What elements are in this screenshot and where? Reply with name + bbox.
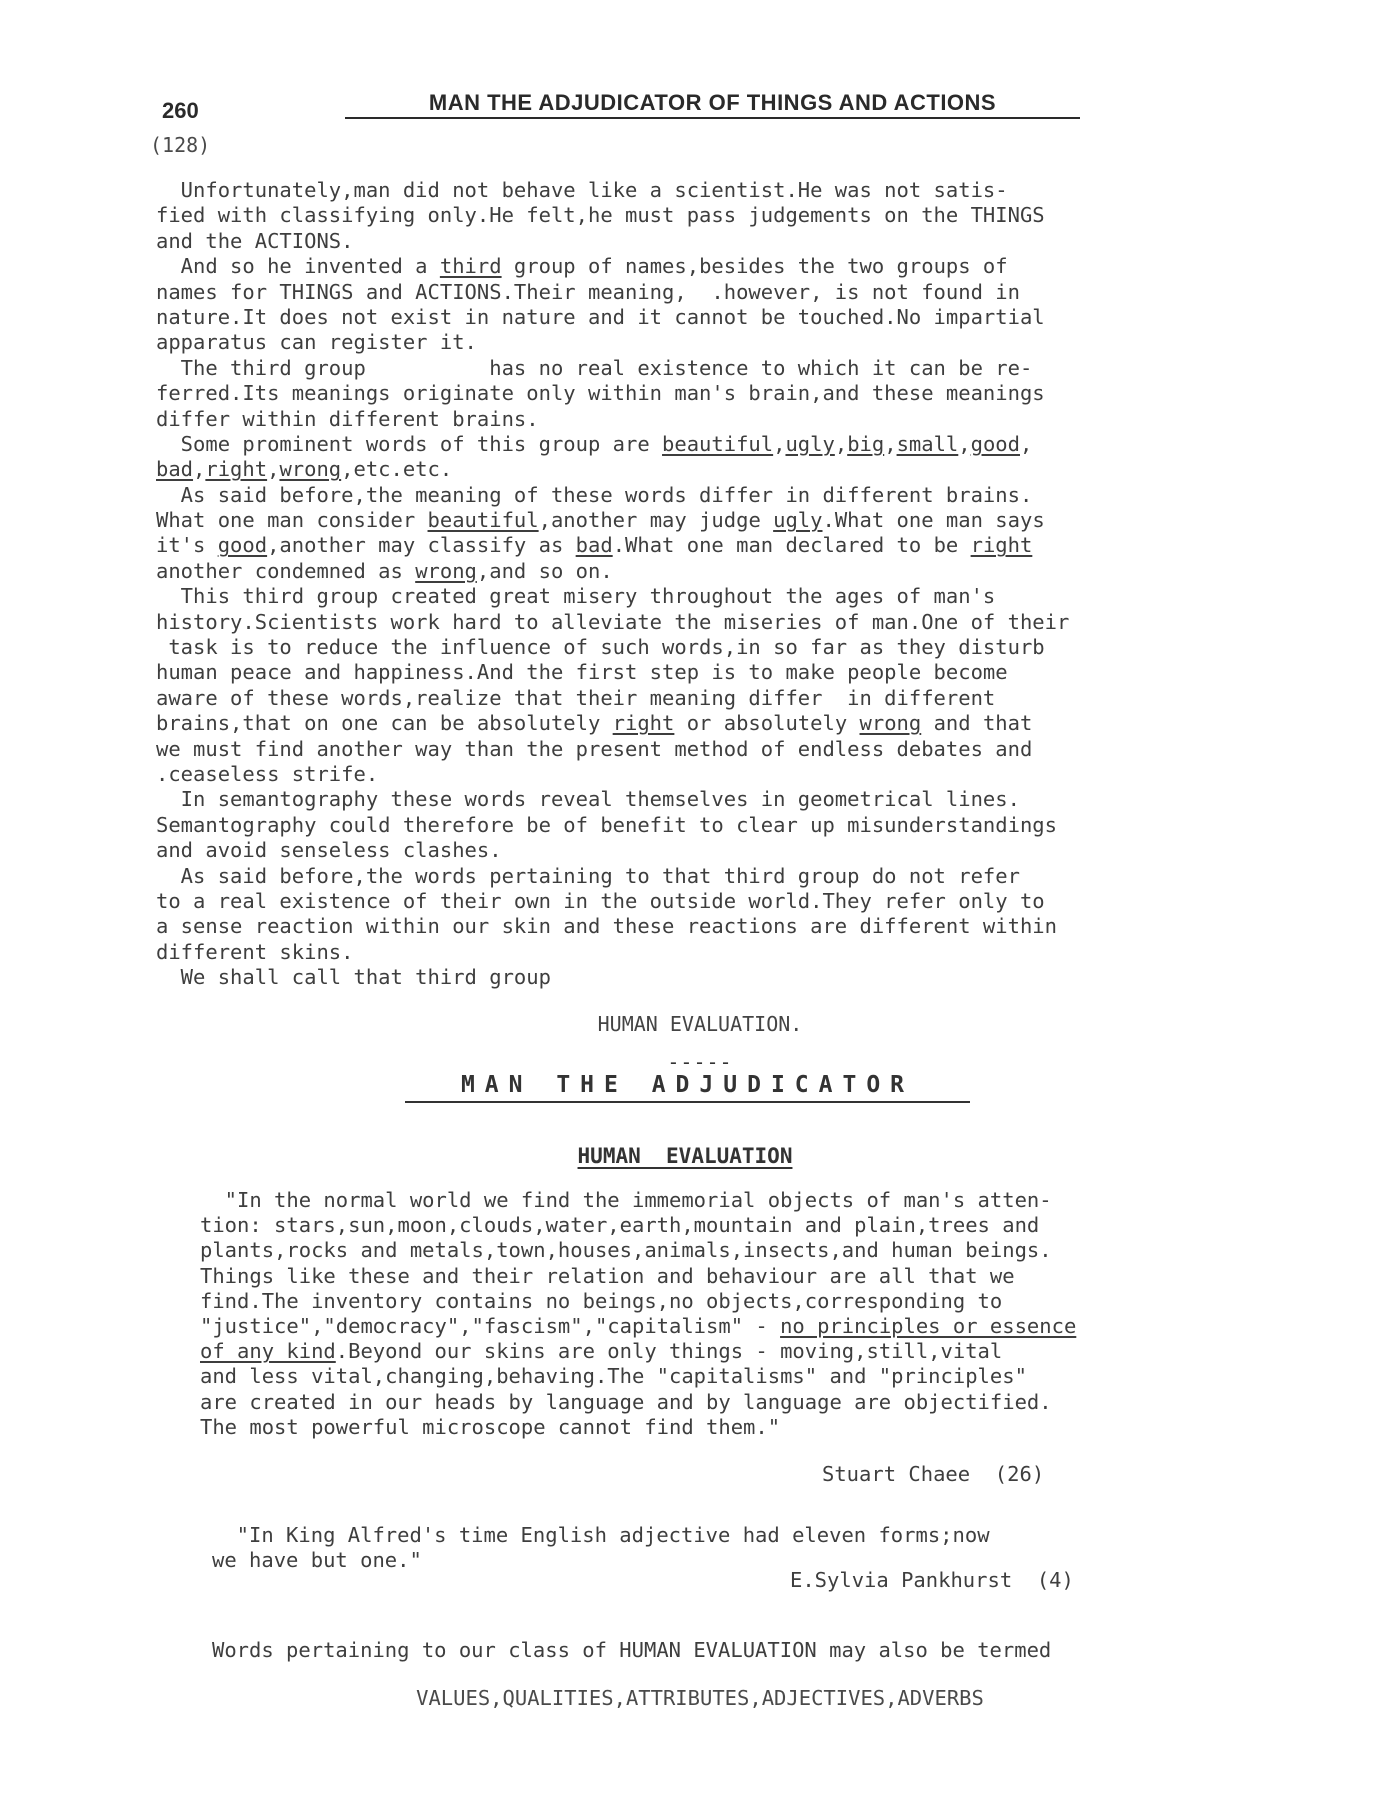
text-run: it's xyxy=(156,533,218,558)
text-run: , xyxy=(1020,431,1033,456)
text-run: we must find another way than the present method of endless debates and xyxy=(156,736,1033,761)
text-run: "In the normal world we find the immemorial objects of man's atten- xyxy=(200,1188,1052,1212)
text-run: .What one man declared to be xyxy=(612,533,971,558)
text-run: a sense reaction within our skin and these reactions are different within xyxy=(156,914,1057,939)
text-run: , xyxy=(773,431,786,456)
text-run: nature.It does not exist in nature and it cannot be touched.No impartial xyxy=(156,304,1045,329)
text-run: , xyxy=(958,431,971,456)
underlined-word: wrong xyxy=(279,457,342,482)
text-run: brains,that on one can be absolutely xyxy=(156,711,613,736)
text-run: The third group has no real existence to which it can be re- xyxy=(156,355,1033,380)
quote-pankhurst-author: E.Sylvia Pankhurst (4) xyxy=(790,1568,1074,1592)
text-line xyxy=(156,254,1266,279)
underlined-word: third xyxy=(439,254,502,279)
text-run: What one man consider xyxy=(156,508,428,533)
text-line xyxy=(156,381,1266,406)
text-line xyxy=(156,864,1266,889)
text-line xyxy=(156,533,1266,558)
text-line xyxy=(156,508,1266,533)
underlined-word: big xyxy=(847,431,885,456)
text-run: This third group created great misery throughout the ages of man's xyxy=(156,584,996,609)
text-line xyxy=(156,889,1266,914)
text-run: , xyxy=(884,431,897,456)
text-run: Things like these and their relation and behaviour are all that we xyxy=(200,1263,1015,1288)
text-line xyxy=(156,711,1266,736)
text-line xyxy=(156,838,1266,863)
text-run: As said before,the words pertaining to that third group do not refer xyxy=(156,863,1020,888)
text-line xyxy=(156,407,1266,432)
text-run: .What one man says xyxy=(822,508,1045,533)
text-line xyxy=(156,203,1266,228)
text-line xyxy=(156,229,1266,254)
text-line xyxy=(200,1314,1280,1339)
sub-title: HUMAN EVALUATION xyxy=(577,1144,793,1168)
text-run: , xyxy=(267,457,280,482)
text-run: and less vital,changing,behaving.The "capitalisms" and "principles" xyxy=(200,1364,1027,1389)
text-line xyxy=(200,1188,1280,1213)
text-run: human peace and happiness.And the first step is to make people become xyxy=(156,660,1008,685)
text-line xyxy=(156,280,1266,305)
third-group-label: HUMAN EVALUATION. xyxy=(597,1012,803,1036)
underlined-word: bad xyxy=(575,533,613,558)
text-line xyxy=(156,457,1266,482)
text-run: ,another may classify as xyxy=(267,533,576,558)
text-line xyxy=(156,610,1266,635)
text-run: .Beyond our skins are only things - moving,still,vital xyxy=(335,1339,1003,1364)
underlined-word: good xyxy=(217,533,268,558)
underlined-word: right xyxy=(205,457,268,482)
underlined-word: beautiful xyxy=(662,431,774,456)
text-run: task is to reduce the influence of such words,in so far as they disturb xyxy=(156,635,1045,660)
text-line xyxy=(156,660,1266,685)
underlined-word: small xyxy=(896,431,959,456)
page-number: 260 xyxy=(162,98,199,123)
separator-dashes: ----- xyxy=(667,1050,733,1074)
text-run: As said before,the meaning of these words differ in different brains. xyxy=(156,482,1033,507)
text-line xyxy=(156,787,1266,812)
text-line xyxy=(156,432,1266,457)
text-line xyxy=(200,1339,1280,1364)
text-run: or absolutely xyxy=(674,711,860,736)
quote-chase-author: Stuart Chaee (26) xyxy=(822,1462,1045,1486)
running-title: MAN THE ADJUDICATOR OF THINGS AND ACTIONS xyxy=(345,90,1080,119)
underlined-word: wrong xyxy=(415,558,477,583)
text-line xyxy=(156,965,1266,990)
text-run: and that xyxy=(921,711,1033,736)
text-line xyxy=(156,635,1266,660)
text-line xyxy=(200,1289,1280,1314)
underlined-word: of any kind xyxy=(200,1339,336,1364)
text-run: Unfortunately,man did not behave like a scientist.He was not satis- xyxy=(156,178,1008,202)
text-run: are created in our heads by language and by language are objectified. xyxy=(200,1389,1052,1414)
text-line xyxy=(156,584,1266,609)
text-line xyxy=(156,483,1266,508)
text-run: we have but one." xyxy=(212,1548,422,1573)
underlined-word: right xyxy=(612,711,675,736)
text-run: .ceaseless strife. xyxy=(156,761,379,786)
text-run: ,and so on. xyxy=(476,558,613,583)
body-paragraphs xyxy=(156,178,1266,991)
text-line xyxy=(200,1238,1280,1263)
text-line xyxy=(156,914,1266,939)
text-run: to a real existence of their own in the outside world.They refer only to xyxy=(156,888,1045,913)
text-line xyxy=(156,940,1266,965)
underlined-word: bad xyxy=(156,457,194,482)
underlined-word: ugly xyxy=(785,431,835,456)
text-run: We shall call that third group xyxy=(156,965,551,990)
closing-sentence: Words pertaining to our class of HUMAN EVALUATION may also be termed xyxy=(212,1638,1052,1662)
text-run: "justice","democracy","fascism","capitalism" - xyxy=(200,1313,781,1338)
text-run: and the ACTIONS. xyxy=(156,228,354,253)
underlined-word: no principles or essence xyxy=(780,1313,1077,1338)
original-page-number: (128) xyxy=(150,133,211,157)
text-line xyxy=(156,737,1266,762)
text-line xyxy=(156,762,1266,787)
text-run: fied with classifying only.He felt,he must pass judgements on the THINGS xyxy=(156,203,1045,228)
text-run: group of names,besides the two groups of xyxy=(501,254,1008,279)
text-run: , xyxy=(193,457,206,482)
text-run: ,another may judge xyxy=(538,508,774,533)
text-run: aware of these words,realize that their meaning differ in different xyxy=(156,685,996,710)
quote-pankhurst xyxy=(212,1523,1212,1573)
text-line xyxy=(200,1264,1280,1289)
text-line xyxy=(156,559,1266,584)
text-line xyxy=(156,686,1266,711)
text-line xyxy=(156,813,1266,838)
text-line xyxy=(200,1415,1280,1440)
text-run: In semantography these words reveal themselves in geometrical lines. xyxy=(156,787,1020,812)
text-line xyxy=(156,356,1266,381)
text-run: Some prominent words of this group are xyxy=(156,431,663,456)
text-line xyxy=(212,1523,1212,1548)
text-run: names for THINGS and ACTIONS.Their meaning, .however, is not found in xyxy=(156,279,1020,304)
text-run: tion: stars,sun,moon,clouds,water,earth,mountain and plain,trees and xyxy=(200,1213,1040,1238)
underlined-word: good xyxy=(970,431,1020,456)
text-run: Semantography could therefore be of benefit to clear up misunderstandings xyxy=(156,812,1057,837)
quote-chase xyxy=(200,1188,1280,1440)
text-run: find.The inventory contains no beings,no objects,corresponding to xyxy=(200,1288,1003,1313)
text-run: apparatus can register it. xyxy=(156,330,477,355)
text-line xyxy=(200,1213,1280,1238)
text-run: different skins. xyxy=(156,939,354,964)
underlined-word: ugly xyxy=(773,508,823,533)
text-line xyxy=(200,1390,1280,1415)
section-title: MAN THE ADJUDICATOR xyxy=(405,1072,970,1103)
text-line xyxy=(156,178,1266,203)
text-run: ,etc.etc. xyxy=(341,457,453,482)
text-run: The most powerful microscope cannot find them." xyxy=(200,1414,781,1439)
text-run: ferred.Its meanings originate only within man's brain,and these meanings xyxy=(156,381,1045,406)
text-line xyxy=(156,305,1266,330)
text-run: , xyxy=(834,431,848,456)
underlined-word: right xyxy=(970,533,1033,558)
text-run: "In King Alfred's time English adjective had eleven forms;now xyxy=(212,1523,990,1547)
text-run: another condemned as xyxy=(156,558,416,583)
text-run: differ within different brains. xyxy=(156,406,539,431)
text-run: and avoid senseless clashes. xyxy=(156,838,502,863)
underlined-word: beautiful xyxy=(427,508,539,533)
values-list: VALUES,QUALITIES,ATTRIBUTES,ADJECTIVES,ADVERBS xyxy=(416,1686,984,1710)
text-run: And so he invented a xyxy=(156,254,440,279)
text-line xyxy=(156,330,1266,355)
text-run: plants,rocks and metals,town,houses,animals,insects,and human beings. xyxy=(200,1238,1052,1263)
text-run: history.Scientists work hard to alleviate the miseries of man.One of their xyxy=(156,609,1070,634)
underlined-word: wrong xyxy=(859,711,922,736)
text-line xyxy=(200,1364,1280,1389)
